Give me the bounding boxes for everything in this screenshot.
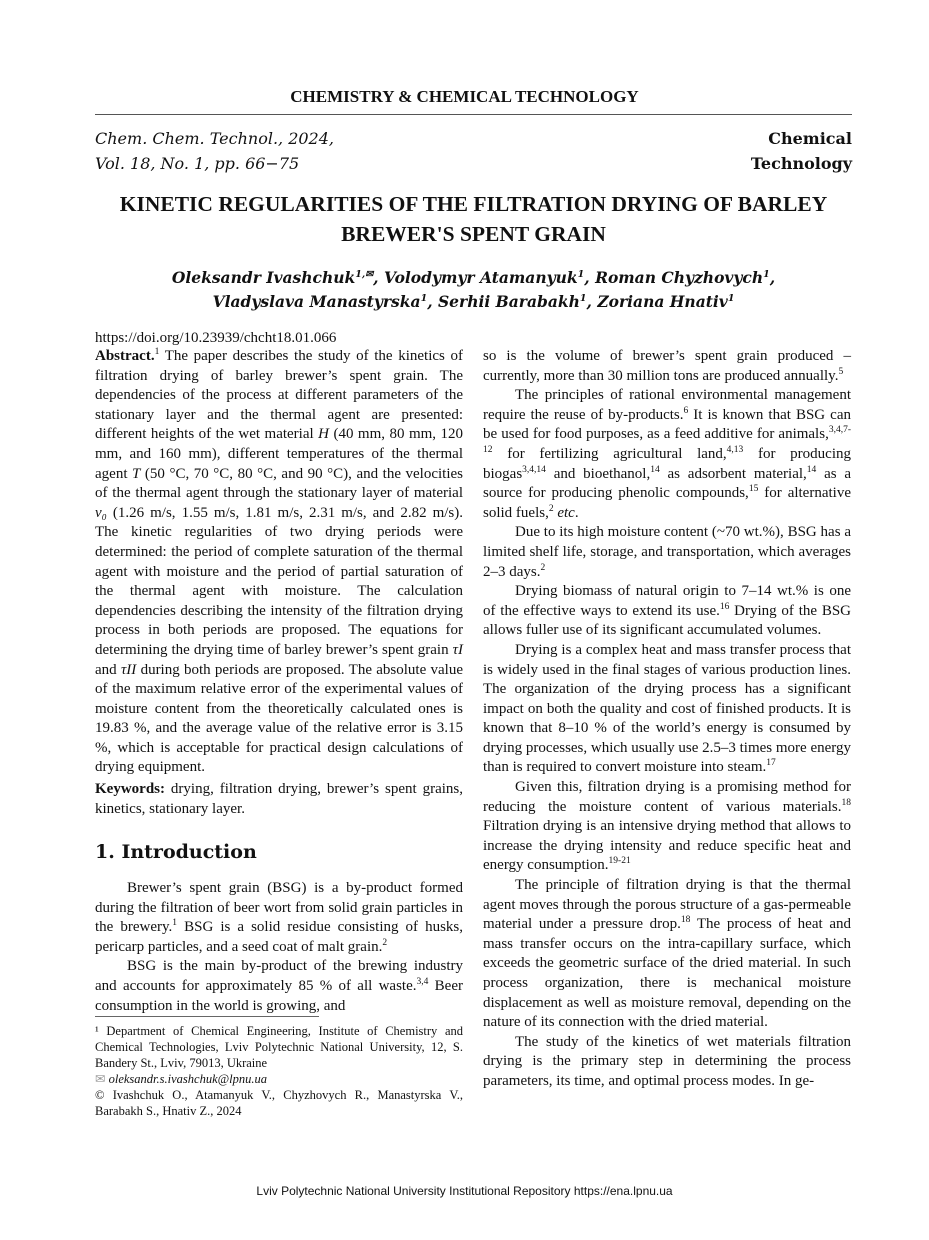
text-run: It is known that BSG can be used for food purposes, as a feed additive for animals, xyxy=(483,406,851,443)
paragraph xyxy=(483,523,851,582)
citation-superscript: 14 xyxy=(806,464,817,475)
citation-superscript: 15 xyxy=(748,484,759,495)
paragraph xyxy=(95,957,463,1016)
section-label-line-2: Technology xyxy=(750,154,852,173)
citation-superscript: 3,4,14 xyxy=(522,464,546,475)
author-affiliation-mark: 1 xyxy=(763,268,770,280)
text-run: for alternative solid fuels, xyxy=(483,485,851,521)
paragraph xyxy=(483,641,851,778)
paragraph xyxy=(483,386,851,523)
author-affiliation-mark: 1 xyxy=(420,292,428,304)
introduction-text xyxy=(95,879,463,1016)
text-run: . xyxy=(574,504,579,521)
text-run: The paper describes the study of the kinetics of filtration drying of barley brewer’s spent grain. The dependencies of the process at different parameters of the stationary layer and the thermal agent are presented: different heights of the wet material xyxy=(95,348,463,443)
text-run: as adsorbent material, xyxy=(659,465,807,482)
footnote-affiliation: ¹ Department of Chemical Engineering, Institute of Chemistry and Chemical Technologies, Lviv Polytechnic National University, 12, S. Bandery St., Lviv, 79013, Ukraine xyxy=(95,1024,463,1070)
citation-superscript: 14 xyxy=(650,464,660,475)
doi-link[interactable]: https://doi.org/10.23939/chcht18.01.066 xyxy=(95,330,337,346)
text-run: for producing biogas xyxy=(483,445,851,482)
author-name: Volodymyr Atamanyuk xyxy=(383,268,578,287)
text-run: BSG is a solid residue consisting of husks, pericarp particles, and a seed coat of malt grain. xyxy=(95,919,463,955)
text-run: The process of heat and mass transfer occurs on the intra-capillary surface, which exceeds the geometric surface of the dried material. In such process organization, there is mechanical moisture displacement as well as moisture removal, depending on the nature of its connection with the dried material. xyxy=(483,916,851,1031)
paragraph xyxy=(483,1033,851,1092)
text-run: Drying is a complex heat and mass transfer process that is widely used in the final stages of various production lines. The organization of the drying process has a significant impact on both the quality and cost of finished products. It is known that 8–10 % of the world’s energy is consumed by drying processes, which usually use 2.5–3 times more energy than is required to convert moisture into steam. xyxy=(483,641,851,776)
text-run: Brewer’s spent grain (BSG) is a by-product formed during the filtration of beer wort from solid grain particles in the brewery. xyxy=(95,880,463,936)
text-run: and xyxy=(95,661,121,678)
paragraph xyxy=(483,582,851,641)
text-run: Filtration drying is an intensive drying method that allows to increase the drying intensity and reduce specific heat and energy consumption. xyxy=(483,818,851,874)
text-run: and bioethanol, xyxy=(545,465,651,482)
header-rule xyxy=(95,114,852,115)
citation-superscript: 1 xyxy=(172,918,178,929)
citation-line-1: Chem. Chem. Technol., 2024, xyxy=(95,129,334,148)
journal-header: CHEMISTRY & CHEMICAL TECHNOLOGY xyxy=(290,87,639,106)
italic-term: T xyxy=(132,465,141,482)
citation-superscript: 6 xyxy=(683,405,689,416)
text-run: during both periods are proposed. The absolute value of the maximum relative error of the experimental values of moisture content from the theoretically calculated ones is 19.83 %, and the average value of the relative error is 3.15 %, which is acceptable for practical design calculations of drying equipment. xyxy=(95,661,463,776)
citation-line-2: Vol. 18, No. 1, pp. 66−75 xyxy=(95,154,300,173)
citation-superscript: 2 xyxy=(540,562,546,573)
section-heading: 1. Introduction xyxy=(95,841,257,863)
paragraph xyxy=(483,876,851,1033)
italic-term: etc xyxy=(557,504,575,521)
citation-superscript: 2 xyxy=(548,503,554,514)
text-run: Drying biomass of natural origin to 7–14 wt.% is one of the effective ways to extend its use. xyxy=(483,583,851,619)
author-affiliation-mark: 1 xyxy=(579,292,587,304)
text-run: (40 mm, 80 mm, 120 mm, and 160 mm), different temperatures of the thermal agent xyxy=(95,426,464,482)
paper-title xyxy=(95,189,852,249)
author-name: Oleksandr Ivashchuk xyxy=(171,268,356,287)
author-name: Serhii Barabakh xyxy=(437,292,580,311)
text-run: Given this, filtration drying is a promising method for reducing the moisture content of various materials. xyxy=(483,779,851,815)
abstract xyxy=(95,347,463,778)
author-name: Vladyslava Manastyrska xyxy=(212,292,421,311)
text-run: Due to its high moisture content (~70 wt.%), BSG has a limited shelf life, storage, and transportation, which averages 2–3 days. xyxy=(483,524,851,580)
italic-term: v₀ xyxy=(95,504,107,521)
title-line-2: BREWER'S SPENT GRAIN xyxy=(341,222,606,246)
italic-term: H xyxy=(318,426,329,443)
citation-superscript: 18 xyxy=(841,797,851,808)
footnote-rule xyxy=(95,1016,319,1017)
author-affiliation-mark: 1,✉ xyxy=(355,268,374,280)
text-run: for fertilizing agricultural land, xyxy=(492,445,727,462)
footnote-email xyxy=(95,1071,463,1087)
author-name: Zoriana Hnativ xyxy=(597,292,728,311)
italic-term: τII xyxy=(120,661,137,678)
author-name: Roman Chyzhovych xyxy=(595,268,764,287)
keywords xyxy=(95,780,463,819)
bold-label: Keywords: xyxy=(95,781,165,797)
paragraph xyxy=(95,879,463,957)
text-run: Drying of the BSG allows fuller use of its significant accumulated volumes. xyxy=(483,602,851,639)
author-list: Oleksandr Ivashchuk$^{1,✉}$, Volodymyr Atamanyuk$^1$, Roman Chyzhovych$^1$, Vladyslava Manastyrska$^1$, Serhii Barabakh$^1$, Zoriana Hnativ$^1$ xyxy=(171,268,776,311)
section-label-line-1: Chemical xyxy=(768,129,852,148)
text-run: as a source for producing phenolic compounds, xyxy=(483,465,852,502)
repository-footer: Lviv Polytechnic National University Institutional Repository https://ena.lpnu.ua xyxy=(256,1184,673,1198)
citation-superscript: 18 xyxy=(680,915,691,926)
footnotes xyxy=(95,1016,463,1119)
text-run: The principle of filtration drying is that the thermal agent moves through the porous structure of a gas-permeable material under a pressure drop. xyxy=(483,877,851,933)
citation-superscript: 5 xyxy=(838,366,844,377)
title-line-1: KINETIC REGULARITIES OF THE FILTRATION DRYING OF BARLEY xyxy=(119,192,828,216)
citation-superscript: 4,13 xyxy=(726,444,744,455)
author-affiliation-mark: 1 xyxy=(577,268,585,280)
right-column-text xyxy=(483,347,851,1092)
citation-superscript: 3,4,7-12 xyxy=(483,425,851,455)
paragraph xyxy=(483,778,851,876)
citation-superscript: 3,4 xyxy=(416,976,429,987)
text-run: (50 °C, 70 °C, 80 °C, and 90 °C), and the velocities of the thermal agent through the stationary layer of material xyxy=(95,465,464,502)
citation xyxy=(95,126,334,176)
text-run: The study of the kinetics of wet materials filtration drying is the primary step in determining the process parameters, its time, and optimal process modes. In ge- xyxy=(483,1033,851,1089)
footnote-copyright: © Ivashchuk O., Atamanyuk V., Chyzhovych R., Manastyrska V., Barabakh S., Hnativ Z., 2024 xyxy=(95,1088,463,1118)
text-run: BSG is the main by-product of the brewing industry and accounts for approximately 85 % of all waste. xyxy=(95,958,463,994)
citation-superscript: 19-21 xyxy=(608,856,631,867)
envelope-icon: ✉ xyxy=(95,1072,109,1086)
author-affiliation-mark: 1 xyxy=(727,292,735,304)
text-run: Beer consumption in the world is growing, and xyxy=(95,977,463,1014)
citation-superscript: 16 xyxy=(719,601,730,612)
citation-superscript: 1 xyxy=(154,347,160,357)
text-run: (1.26 m/s, 1.55 m/s, 1.81 m/s, 2.31 m/s, and 2.82 m/s). The kinetic regularities of two drying periods were determined: the period of complete saturation of the thermal agent with moisture and the period of partial saturation of the thermal agent with moisture. The calculation dependencies describing the intensity of the filtration drying process in both periods are proposed. The equations for determining the drying time of barley brewer’s spent grain xyxy=(95,504,463,658)
italic-term: τI xyxy=(452,641,463,658)
bold-label: Abstract. xyxy=(95,348,155,364)
section-label xyxy=(751,126,852,176)
email-link[interactable]: oleksandr.s.ivashchuk@lpnu.ua xyxy=(108,1072,267,1086)
text-run: drying, filtration drying, brewer’s spent grains, kinetics, stationary layer. xyxy=(95,781,463,817)
paragraph xyxy=(483,347,851,386)
citation-superscript: 17 xyxy=(766,758,776,769)
text-run: The principles of rational environmental management require the reuse of by-products. xyxy=(483,387,851,423)
text-run: so is the volume of brewer’s spent grain produced – currently, more than 30 million tons are produced annually. xyxy=(483,348,851,384)
citation-superscript: 2 xyxy=(382,937,388,948)
